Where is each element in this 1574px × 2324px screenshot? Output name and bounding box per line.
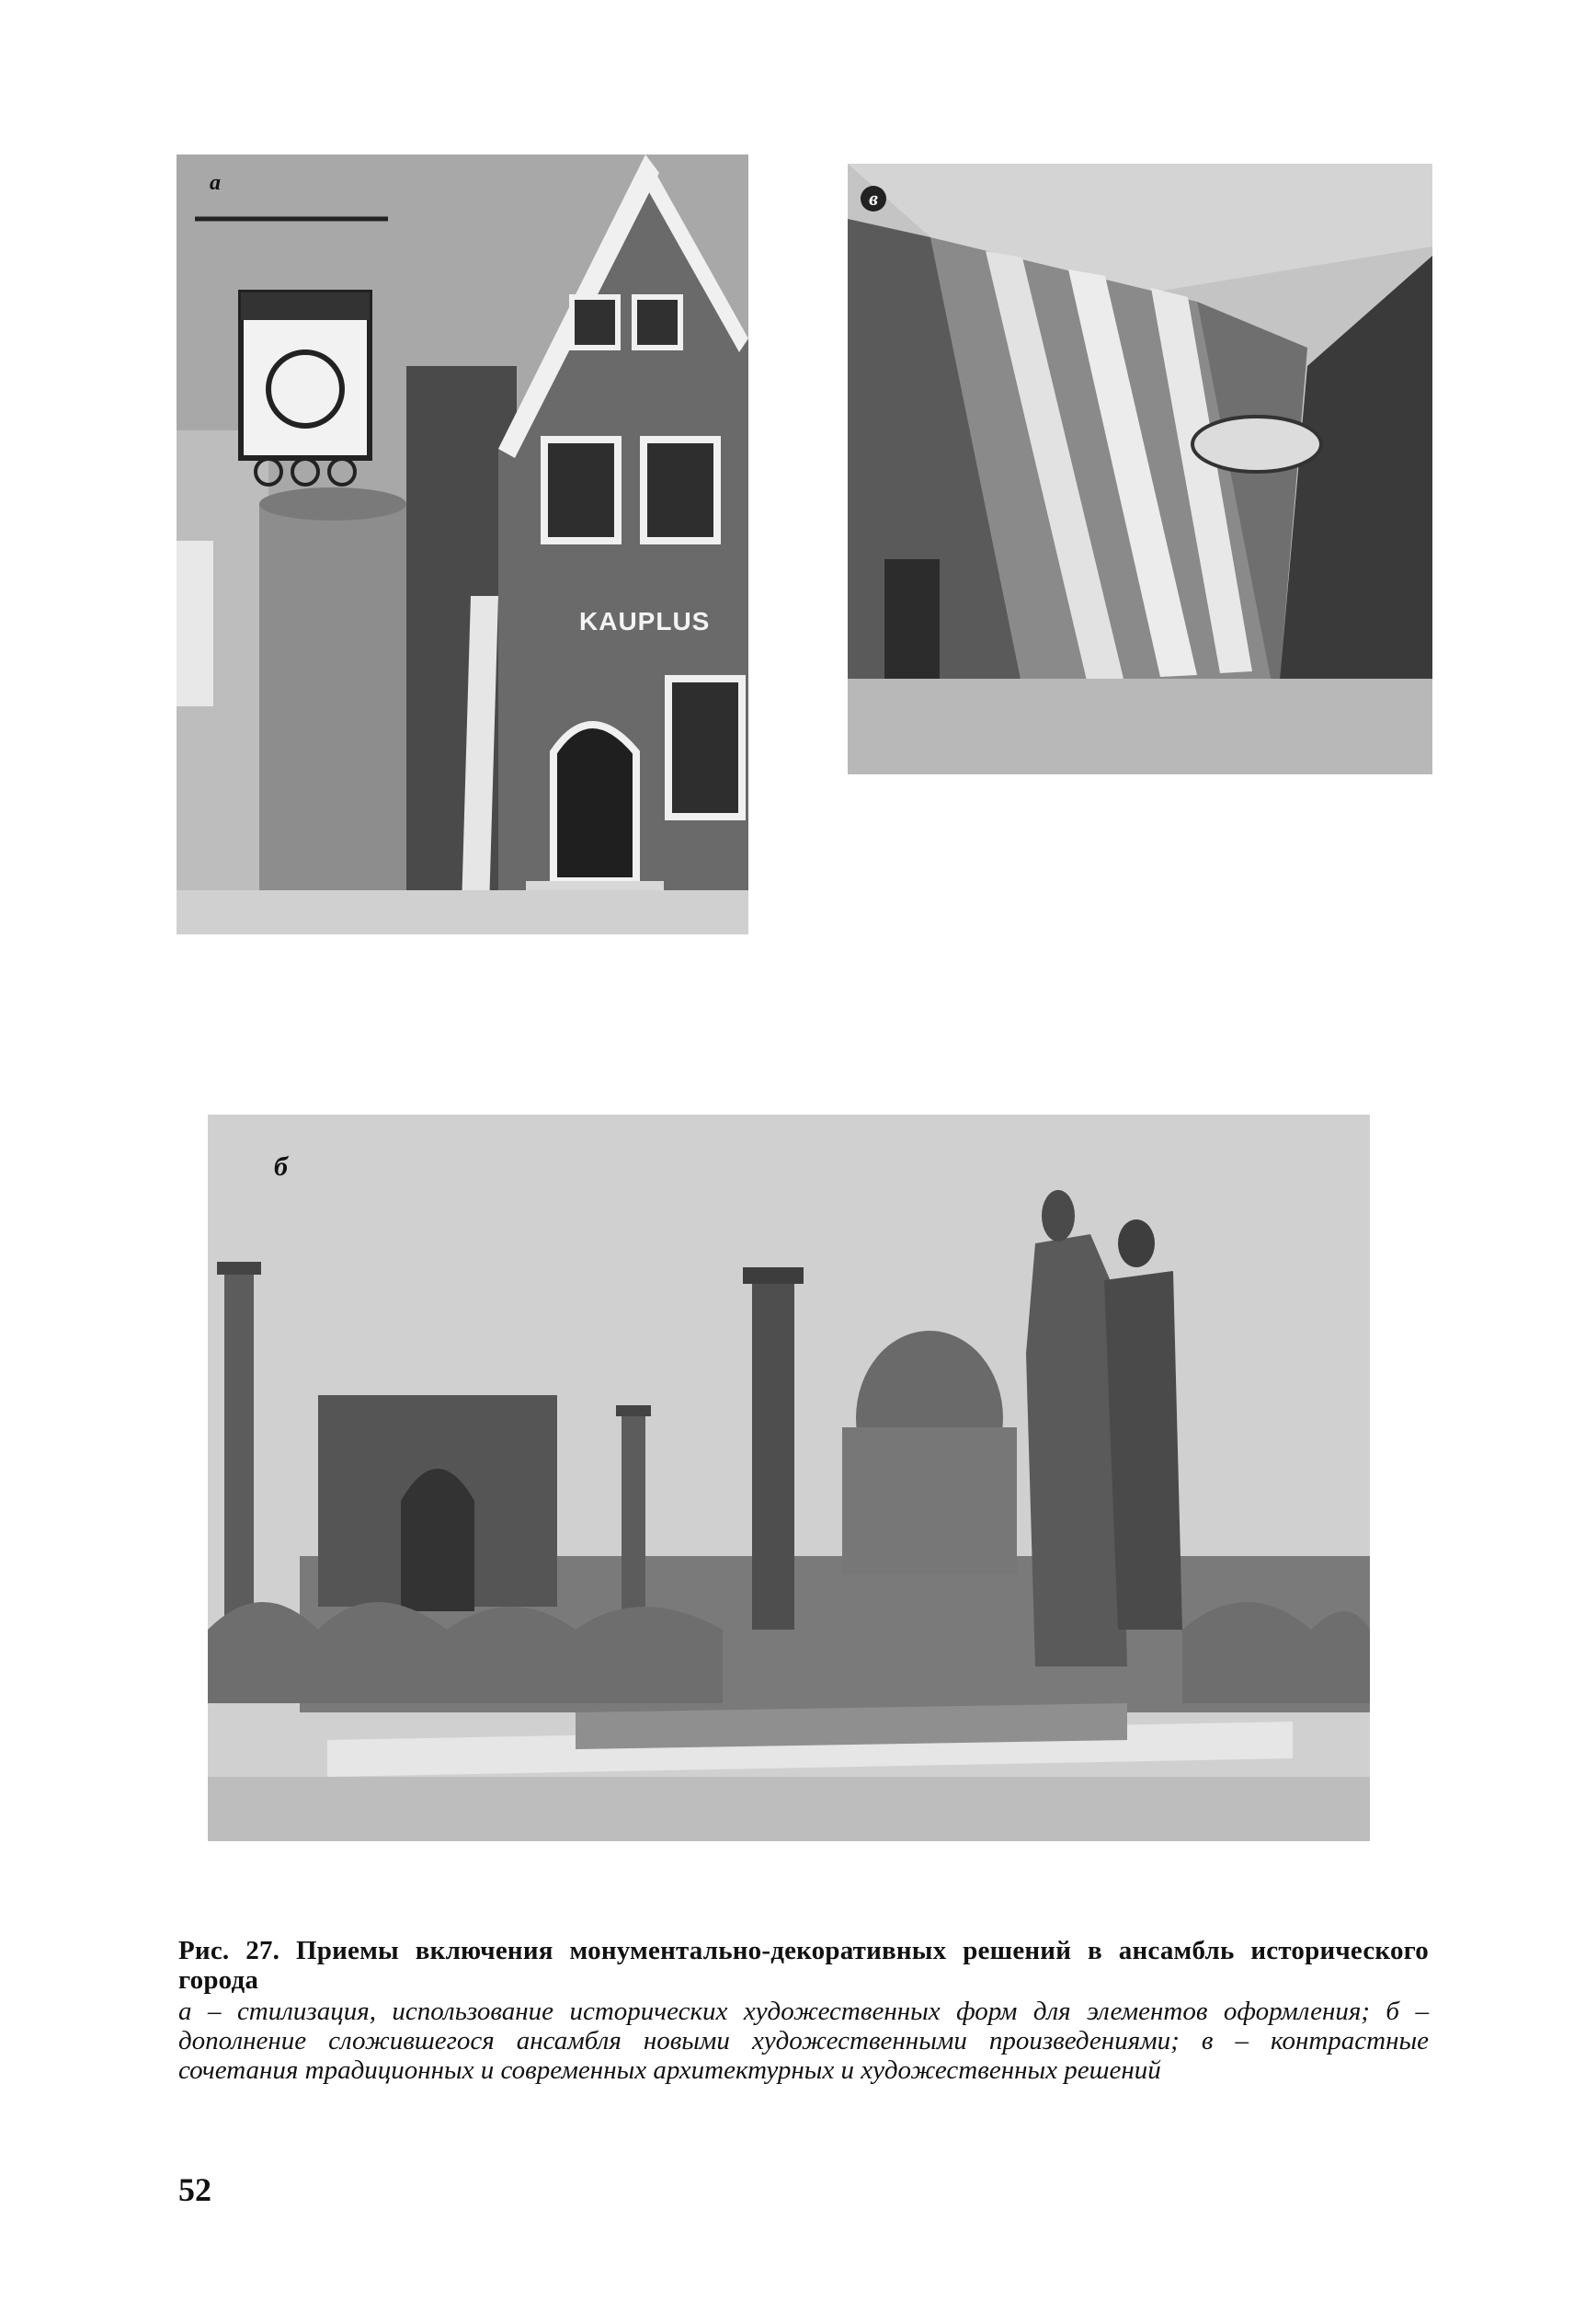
photo-a-stylized-street [177, 155, 748, 934]
shop-sign-text: KAUPLUS [579, 607, 711, 635]
page-number: 52 [178, 2171, 211, 2208]
photo-label-v: в [861, 186, 886, 212]
caption-title: Рис. 27. Приемы включения монументально-декоративных решений в ансамбль исторического города [178, 1936, 1429, 1995]
photo-b-monument-ensemble [208, 1115, 1370, 1841]
figure-caption [178, 1936, 1429, 2085]
photo-label-a: а [210, 171, 221, 195]
caption-legend: а – стилизация, использование исторических художественных форм для элементов оформления; б – дополнение сложившегося ансамбля новыми художественными произведениями; в – контрастные сочетания традиционных и современных архитектурных и художественных решений [178, 1997, 1429, 2085]
photo-label-b: б [274, 1151, 288, 1182]
photo-v-contrast-architecture [848, 164, 1432, 774]
